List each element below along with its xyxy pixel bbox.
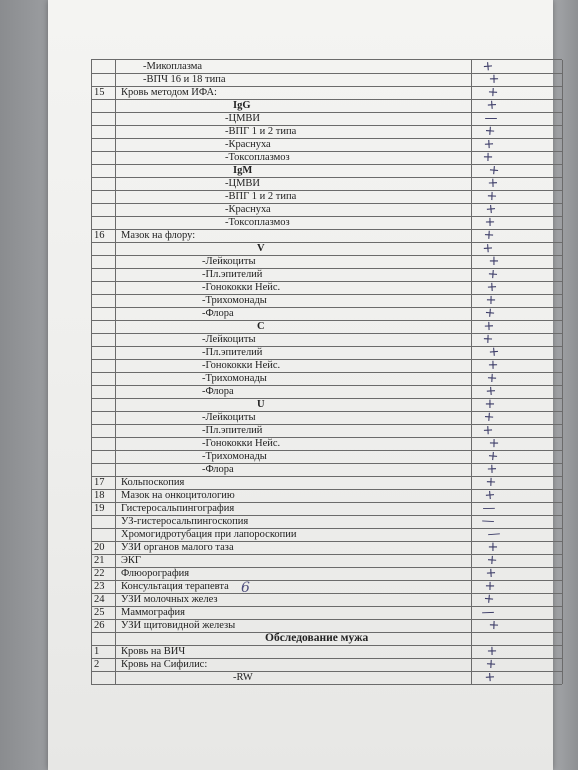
row-number: 21 [94,555,105,566]
row-label: -Краснуха [225,204,271,215]
handwritten-mark: + [485,383,497,400]
handwritten-mark: + [487,266,499,283]
row-label: V [257,243,265,254]
row-label: -Гонококки Нейс. [202,438,281,449]
handwritten-mark: + [482,591,496,608]
row-label: Мазок на флору: [121,230,196,241]
handwritten-mark: + [487,540,499,555]
handwritten-mark: + [483,409,495,426]
row-label: -RW [233,672,253,683]
table-right-border [562,60,563,684]
table-row [91,619,562,633]
row-label: -Пл.эпителий [202,347,263,358]
row-label: -Трихомонады [202,295,267,306]
row-number: 24 [94,594,105,605]
handwritten-mark: + [483,136,495,153]
row-label: -ВПЧ 16 и 18 типа [143,74,226,85]
row-label: -Трихомонады [202,451,267,462]
handwritten-mark: + [488,617,500,634]
row-label: Кольпоскопия [121,477,185,488]
handwritten-mark: — [486,526,502,543]
row-label: Обследование мужа [265,632,369,644]
handwritten-mark: + [485,656,497,673]
handwritten-mark: + [486,279,498,296]
handwritten-mark: + [487,357,499,374]
handwritten-mark: + [481,58,495,75]
row-label: Кровь на ВИЧ [121,646,186,657]
examination-table [91,59,562,684]
handwritten-figure-mark: 6 [241,580,250,596]
handwritten-mark: + [483,318,495,335]
handwritten-mark: + [486,97,498,114]
handwritten-mark: + [482,149,494,166]
row-label: УЗИ органов малого таза [121,542,234,553]
handwritten-mark: + [486,461,498,478]
handwritten-mark: + [483,305,497,322]
handwritten-mark: + [483,487,497,504]
handwritten-mark: + [488,435,500,452]
row-label: -Трихомонады [202,373,267,384]
handwritten-mark: + [484,669,496,686]
row-label: Маммография [121,607,186,618]
row-label: -ЦМВИ [225,113,261,124]
handwritten-mark: + [488,254,500,269]
row-number: 18 [94,490,105,501]
row-number: 20 [94,542,105,553]
row-label: -Флора [202,386,234,397]
handwritten-mark: + [488,71,500,88]
row-label: -Лейкоциты [202,334,256,345]
row-number: 16 [94,230,105,241]
handwritten-mark: + [484,578,496,595]
handwritten-mark: + [485,565,497,582]
row-label: УЗИ щитовидной железы [121,620,236,631]
handwritten-mark: — [481,604,495,621]
row-label: Гистеросальпингография [121,503,235,514]
handwritten-mark: + [484,123,496,140]
row-label: Хромогидротубация при лапороскопии [121,529,297,540]
row-number: 25 [94,607,105,618]
row-label: C [257,321,265,332]
row-number: 26 [94,620,105,631]
desk-left-background [0,0,48,770]
row-label: -ЦМВИ [225,178,261,189]
row-label: ЭКГ [121,555,142,566]
handwritten-mark: + [487,175,499,192]
handwritten-mark: + [487,162,501,179]
row-label: Флюорография [121,568,190,579]
handwritten-mark: — [482,500,496,517]
row-label: -Лейкоциты [202,412,256,423]
row-label: Кровь на Сифилис: [121,659,208,670]
row-label: IgM [233,165,253,176]
row-label: -Краснуха [225,139,271,150]
row-label: -Лейкоциты [202,256,256,267]
row-label: -ВПГ 1 и 2 типа [225,191,297,202]
row-label: -Флора [202,464,234,475]
handwritten-mark: + [484,201,498,218]
row-label: УЗ-гистеросальпингоскопия [121,516,249,527]
handwritten-mark: + [482,422,494,439]
row-number: 19 [94,503,105,514]
handwritten-mark: + [483,227,495,244]
row-number: 17 [94,477,105,488]
row-label: Консультация терапевта [121,581,229,592]
row-label: -Пл.эпителий [202,269,263,280]
handwritten-mark: + [486,552,498,569]
row-label: -Пл.эпителий [202,425,263,436]
document-page [48,0,553,770]
handwritten-mark: + [484,397,496,412]
row-label: УЗИ молочных желез [121,594,218,605]
row-number: 23 [94,581,105,592]
handwritten-mark: + [486,448,500,465]
row-label: -Флора [202,308,234,319]
row-label: Мазок на онкоцитологию [121,490,235,501]
handwritten-mark: + [485,292,497,309]
handwritten-mark: + [484,214,496,231]
handwritten-mark: + [487,84,499,101]
handwritten-mark: + [487,344,501,361]
handwritten-mark: + [486,370,498,387]
row-number: 2 [94,659,100,670]
row-number: 1 [94,646,100,657]
row-label: -Гонококки Нейс. [202,360,281,371]
handwritten-mark: + [486,643,498,660]
handwritten-mark: — [481,513,495,530]
row-label: -Гонококки Нейс. [202,282,281,293]
row-label: -ВПГ 1 и 2 типа [225,126,297,137]
handwritten-mark: + [482,240,494,257]
row-label: U [257,399,265,410]
handwritten-mark: + [485,474,497,491]
row-number: 22 [94,568,105,579]
row-number: 15 [94,87,105,98]
handwritten-mark: — [484,111,498,126]
row-label: -Токсоплазмоз [225,217,290,228]
row-label: Кровь методом ИФА: [121,87,217,98]
row-label: -Микоплазма [143,61,203,72]
row-label: IgG [233,100,251,111]
handwritten-mark: + [486,188,498,205]
table-row [91,671,562,685]
handwritten-mark: + [482,331,494,348]
row-label: -Токсоплазмоз [225,152,290,163]
